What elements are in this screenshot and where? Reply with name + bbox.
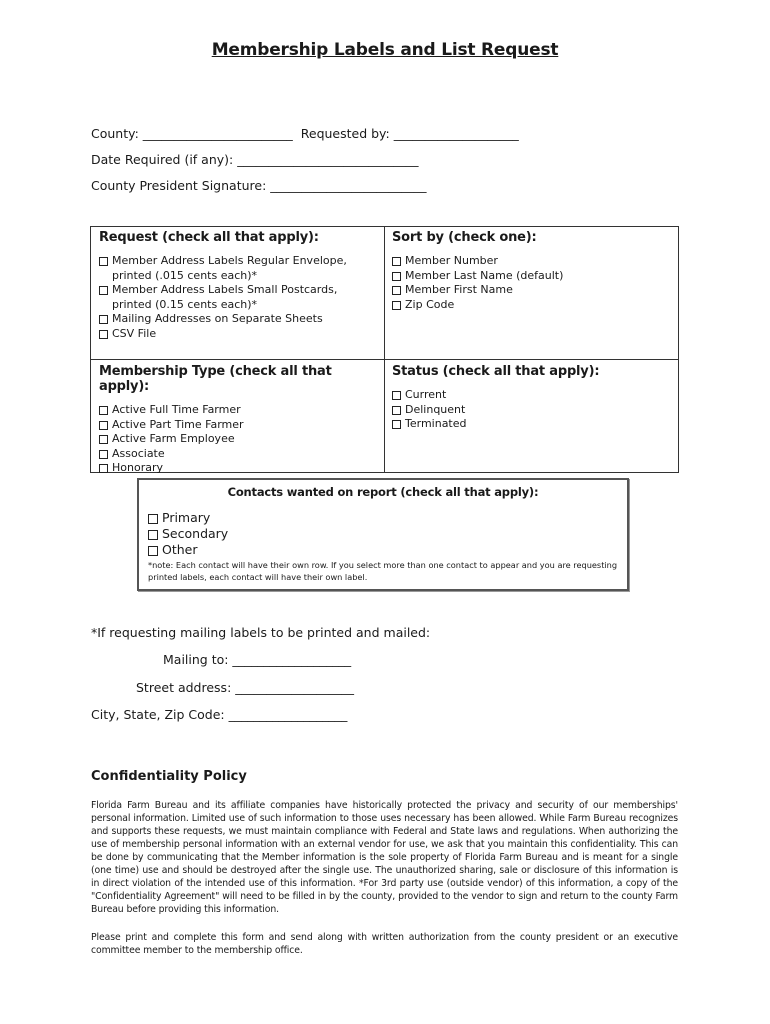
- contact-option-secondary[interactable]: Secondary: [148, 526, 627, 542]
- policy-body: Florida Farm Bureau and its affiliate companies have historically protected the privacy and security of our memberships' personal information. Limited use of such information to those uses necessary has been allowed. While Farm Bureau recognizes and supports these requests, we must maintain compliance with Federal and State laws and regulations. When authorizing the use of membership personal information with an external vendor for use, we ask that you maintain this confidentiality. This can be done by communicating that the Member information is the sole property of Florida Farm Bureau and is meant for a single (one time) use and should be destroyed after the single use. The unauthorized sharing, sale or disclosure of this information is in direct violation of the intended use of this information. *For 3rd party use (outside vendor) of this information, a copy of the "Confidentiality Agreement" will need to be filled in by the county, provided to the vendor to sign and return to the county Farm Bureau before providing this information.: [91, 800, 678, 915]
- sort-option-zip-code[interactable]: Zip Code: [392, 298, 672, 313]
- policy-closing: Please print and complete this form and send along with written authorization from the county president or an executive committee member to the membership office.: [91, 932, 678, 956]
- grid-divider-horizontal: [91, 359, 678, 360]
- checkbox[interactable]: [99, 435, 108, 444]
- status-option-terminated[interactable]: Terminated: [392, 417, 672, 432]
- membership-type-heading: Membership Type (check all that apply):: [99, 364, 332, 394]
- checkbox[interactable]: [392, 286, 401, 295]
- contacts-heading: Contacts wanted on report (check all that apply):: [227, 485, 539, 499]
- sort-option-last-name[interactable]: Member Last Name (default): [392, 269, 672, 284]
- county-requested-row: [91, 126, 519, 141]
- contact-option-primary[interactable]: Primary: [148, 510, 627, 526]
- membership-option-farm-employee[interactable]: Active Farm Employee: [99, 432, 383, 447]
- sort-option-member-number[interactable]: Member Number: [392, 254, 672, 269]
- checkbox[interactable]: [99, 450, 108, 459]
- requested-by-field[interactable]: Requested by: ____________________: [300, 126, 519, 141]
- status-option-delinquent[interactable]: Delinquent: [392, 403, 672, 418]
- grid-divider-vertical: [384, 227, 385, 472]
- request-option-mailing-addresses[interactable]: Mailing Addresses on Separate Sheets: [99, 312, 379, 327]
- checkbox[interactable]: [392, 257, 401, 266]
- checkbox[interactable]: [99, 464, 108, 473]
- president-signature-field[interactable]: County President Signature: _________________________: [91, 178, 427, 193]
- mailing-to-field[interactable]: Mailing to: ___________________: [163, 652, 352, 667]
- checkbox[interactable]: [148, 546, 158, 556]
- status-option-current[interactable]: Current: [392, 388, 672, 403]
- checkbox[interactable]: [99, 421, 108, 430]
- date-required-field[interactable]: Date Required (if any): _____________________________: [91, 152, 419, 167]
- checkbox[interactable]: [392, 272, 401, 281]
- checkbox[interactable]: [148, 530, 158, 540]
- contact-option-other[interactable]: Other: [148, 542, 627, 558]
- membership-option-associate[interactable]: Associate: [99, 447, 383, 462]
- request-option-csv-file[interactable]: CSV File: [99, 327, 379, 342]
- membership-option-part-time[interactable]: Active Part Time Farmer: [99, 418, 383, 433]
- checkbox[interactable]: [148, 514, 158, 524]
- request-heading: Request (check all that apply):: [99, 230, 319, 245]
- options-grid: [90, 226, 679, 473]
- status-heading: Status (check all that apply):: [392, 364, 600, 379]
- checkbox[interactable]: [99, 406, 108, 415]
- city-state-zip-field[interactable]: City, State, Zip Code: ___________________: [91, 707, 348, 722]
- sort-option-first-name[interactable]: Member First Name: [392, 283, 672, 298]
- mailing-intro: *If requesting mailing labels to be printed and mailed:: [91, 625, 431, 640]
- page-title: Membership Labels and List Request: [211, 40, 559, 60]
- checkbox[interactable]: [99, 330, 108, 339]
- policy-heading: Confidentiality Policy: [91, 769, 247, 784]
- sort-by-heading: Sort by (check one):: [392, 230, 537, 245]
- request-section: [99, 230, 379, 341]
- street-address-field[interactable]: Street address: ___________________: [136, 680, 354, 695]
- membership-type-section: [99, 364, 383, 476]
- contacts-section: [137, 478, 629, 591]
- checkbox[interactable]: [392, 420, 401, 429]
- county-field[interactable]: County: ________________________: [91, 126, 293, 141]
- membership-option-full-time[interactable]: Active Full Time Farmer: [99, 403, 383, 418]
- request-option-small-postcards[interactable]: Member Address Labels Small Postcards, printed (0.15 cents each)*: [99, 283, 379, 312]
- checkbox[interactable]: [99, 315, 108, 324]
- status-section: [392, 364, 672, 432]
- checkbox[interactable]: [99, 286, 108, 295]
- checkbox[interactable]: [392, 301, 401, 310]
- checkbox[interactable]: [392, 391, 401, 400]
- request-option-regular-envelope[interactable]: Member Address Labels Regular Envelope, printed (.015 cents each)*: [99, 254, 379, 283]
- checkbox[interactable]: [392, 406, 401, 415]
- sort-by-section: [392, 230, 672, 312]
- checkbox[interactable]: [99, 257, 108, 266]
- membership-option-honorary[interactable]: Honorary: [99, 461, 383, 476]
- contacts-note: *note: Each contact will have their own row. If you select more than one contact to appear and you are requesting printed labels, each contact will have their own label.: [148, 560, 618, 582]
